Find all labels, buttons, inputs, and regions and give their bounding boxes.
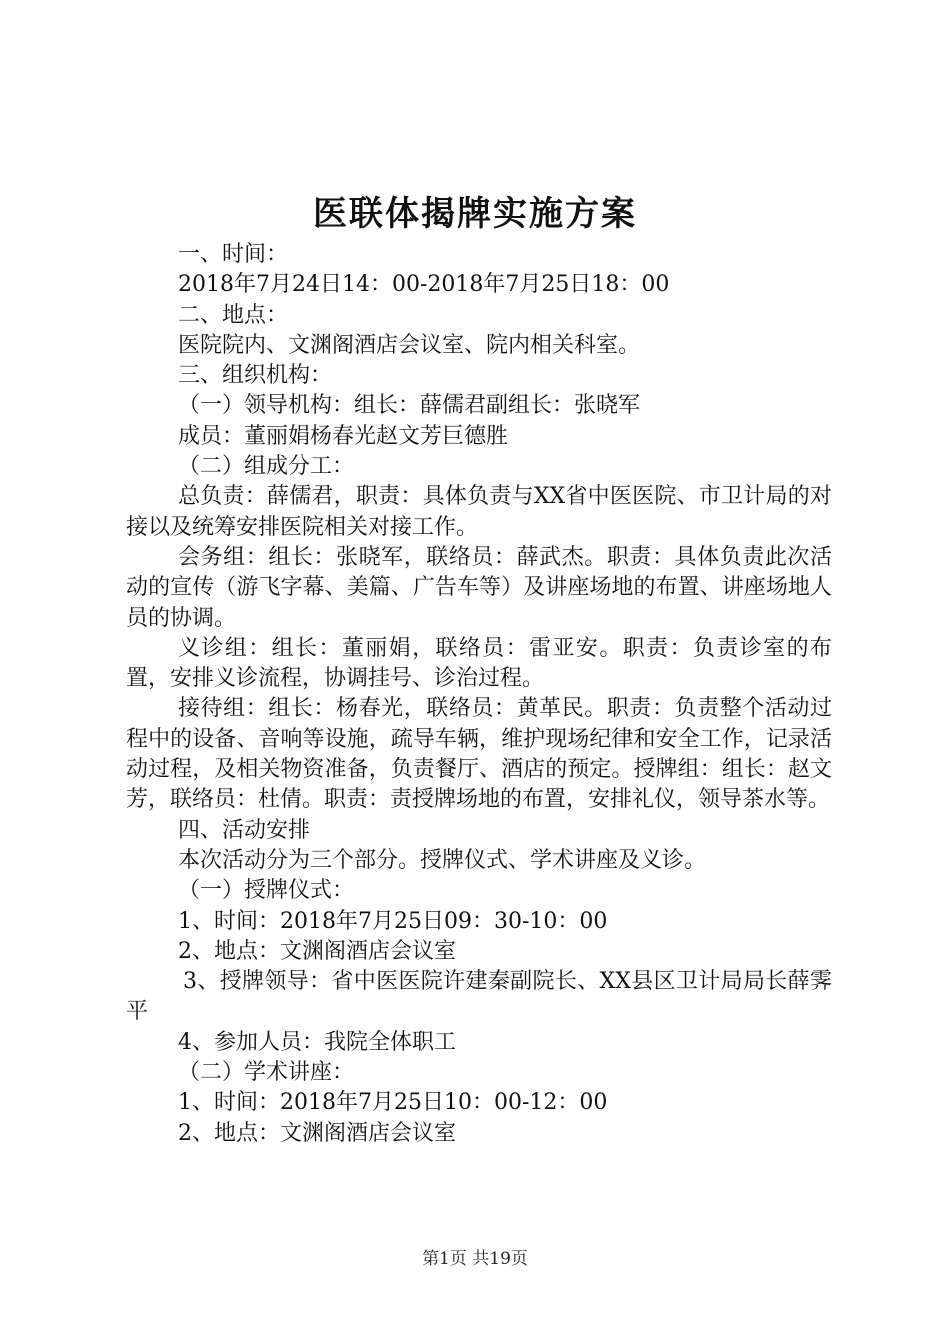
clinic-group-paragraph: 义诊组：组长：董丽娟，联络员：雷亚安。职责：负责诊室的布置，安排义诊流程，协调挂号、诊治过程。 xyxy=(126,635,832,692)
conference-group-paragraph: 会务组：组长：张晓军，联络员：薛武杰。职责：具体负责此次活动的宣传（游飞字幕、美篇、广告车等）及讲座场地的布置、讲座场地人员的协调。 xyxy=(126,544,832,631)
lecture-time: 1、时间：2018年7月25日10：00-12：00 xyxy=(178,1090,608,1116)
ceremony-location: 2、地点：文渊阁酒店会议室 xyxy=(178,938,456,964)
page-number: 第1页 共19页 xyxy=(422,1249,528,1269)
section-heading-time: 一、时间： xyxy=(178,242,289,267)
location-text: 医院院内、文渊阁酒店会议室、院内相关科室。 xyxy=(178,332,641,358)
ceremony-attendees: 4、参加人员：我院全体职工 xyxy=(178,1029,456,1055)
document-title: 医联体揭牌实施方案 xyxy=(313,194,637,234)
ceremony-leaders: 3、授牌领导：省中医医院许建秦副院长、XX县区卫计局局长薛霁平 xyxy=(126,969,832,1025)
reception-group-paragraph: 接待组：组长：杨春光，联络员：黄革民。职责：负责整个活动过程中的设备、音响等设施，疏导车辆，维护现场纪律和安全工作，记录活动过程，及相关物资准备，负责餐厅、酒店的预定。授牌组：组长：赵文芳，联络员：杜倩。职责：责授牌场地的布置，安排礼仪，领导茶水等。 xyxy=(126,696,832,813)
lecture-heading: （二）学术讲座： xyxy=(178,1060,355,1086)
section-heading-organization: 三、组织机构： xyxy=(178,363,333,389)
division-heading: （二）组成分工： xyxy=(178,454,355,480)
activities-intro: 本次活动分为三个部分。授牌仪式、学术讲座及义诊。 xyxy=(178,847,707,873)
section-heading-activities: 四、活动安排 xyxy=(178,817,311,843)
ceremony-heading: （一）授牌仪式： xyxy=(178,878,355,904)
lecture-location: 2、地点：文渊阁酒店会议室 xyxy=(178,1120,456,1146)
members-line: 成员：董丽娟杨春光赵文芳巨德胜 xyxy=(178,423,509,449)
section-heading-location: 二、地点： xyxy=(178,302,289,328)
time-range: 2018年7月24日14：00-2018年7月25日18：00 xyxy=(178,272,670,298)
leadership-line: （一）领导机构：组长：薛儒君副组长：张晓军 xyxy=(178,393,641,419)
general-lead-paragraph: 总负责：薛儒君，职责：具体负责与XX省中医医院、市卫计局的对接以及统筹安排医院相关对接工作。 xyxy=(126,484,832,540)
ceremony-time: 1、时间：2018年7月25日09：30-10：00 xyxy=(178,908,608,934)
document-body xyxy=(126,240,832,1149)
